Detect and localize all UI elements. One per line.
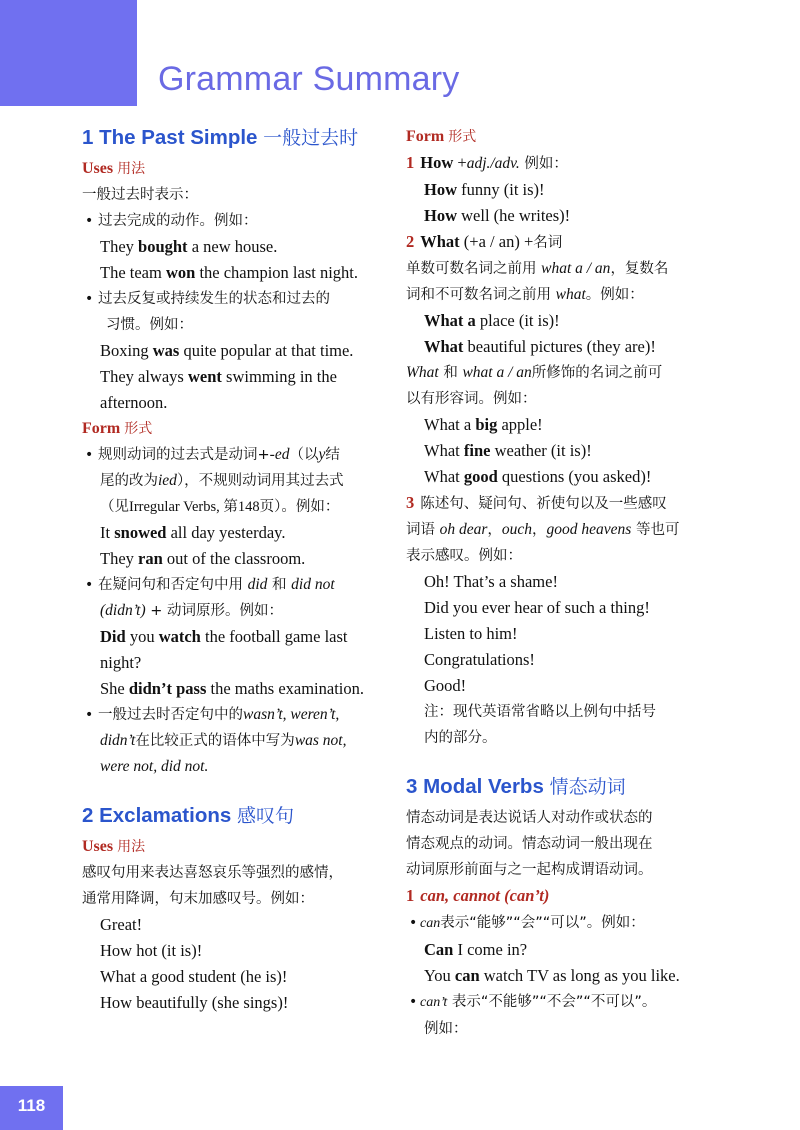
modal-item-can: 1 can, cannot (can’t) <box>406 886 550 905</box>
example-sentence <box>406 203 718 229</box>
bold-keyword: How <box>424 180 457 199</box>
sentence-text: I come in? <box>453 940 528 959</box>
bold-keyword: bought <box>138 237 188 256</box>
past-simple-intro: 一般过去时表示： <box>82 187 198 203</box>
bold-keyword: didn’t pass <box>128 679 207 698</box>
example-sentence: Did you ever hear of such a thing! <box>424 598 650 617</box>
sentence-text: watch TV as long as you like. <box>479 966 680 985</box>
exclamation-definition: 感叹句用来表达喜怒哀乐等强烈的感情， <box>82 865 343 881</box>
bullet-regular-verbs: • 规则动词的过去式是动词+-ed（以y结 <box>82 442 388 468</box>
sentence-text: It <box>100 523 115 542</box>
example-sentence: Great! <box>100 915 143 934</box>
sentence-text: weather (it is)! <box>490 441 592 460</box>
bold-keyword: big <box>475 415 498 434</box>
sentence-text: You <box>424 966 455 985</box>
bold-keyword: Did <box>100 627 126 646</box>
note-text: 注：现代英语常省略以上例句中括号 <box>424 704 656 720</box>
example-sentence <box>82 260 388 286</box>
example-sentence: How hot (it is)! <box>100 941 203 960</box>
sentence-text: They <box>100 237 139 256</box>
example-sentence <box>82 364 388 390</box>
sentence-text: you <box>125 627 159 646</box>
form-item-how: 1 How +adj./adv. 例如： <box>406 153 568 172</box>
adjective-note: 以有形容词。例如： <box>406 391 537 407</box>
example-sentence <box>82 520 388 546</box>
example-sentence: Good! <box>424 676 467 695</box>
example-sentence <box>406 464 718 490</box>
example-sentence <box>406 438 718 464</box>
example-sentence <box>406 334 718 360</box>
bold-keyword: good <box>463 467 498 486</box>
subheading-uses: Uses 用法 <box>82 838 146 855</box>
sentence-text: What <box>424 441 464 460</box>
sentence-text: What <box>424 467 464 486</box>
example-sentence <box>82 546 388 572</box>
bold-keyword: Can <box>424 940 454 959</box>
subheading-form: Form 形式 <box>82 420 153 437</box>
example-continuation: afternoon. <box>100 393 168 412</box>
bullet-continuation: （见Irregular Verbs, 第148页）。例如： <box>100 499 340 515</box>
modal-definition: 情态观点的动词。情态动词一般出现在 <box>406 836 653 852</box>
form-item-other: 3 陈述句、疑问句、祈使句以及一些感叹 <box>406 493 667 512</box>
example-sentence <box>406 308 718 334</box>
modal-definition: 情态动词是表达说话人对动作或状态的 <box>406 810 653 826</box>
sentence-text: They always <box>100 367 188 386</box>
sentence-text: She <box>100 679 129 698</box>
form-item-what: 2 What (+a / an) +名词 <box>406 232 563 251</box>
example-sentence <box>406 412 718 438</box>
example-sentence: What a good student (he is)! <box>100 967 288 986</box>
sentence-text: Boxing <box>100 341 153 360</box>
sentence-text: well (he writes)! <box>457 206 571 225</box>
bullet-completed-action: • 过去完成的动作。例如： <box>82 208 388 234</box>
example-sentence: Oh! That’s a shame! <box>424 572 558 591</box>
sentence-text: all day yesterday. <box>166 523 286 542</box>
example-sentence <box>82 234 388 260</box>
subheading-form: Form 形式 <box>406 128 477 145</box>
sentence-text: quite popular at that time. <box>179 341 354 360</box>
bullet-continuation: 习惯。例如： <box>106 317 193 333</box>
bold-keyword: What a <box>424 311 476 330</box>
left-column <box>82 124 388 1016</box>
exclamation-definition: 通常用降调，句末加感叹号。例如： <box>82 891 314 907</box>
sentence-text: questions (you asked)! <box>497 467 652 486</box>
subheading-uses: Uses 用法 <box>82 160 146 177</box>
sentence-text: They <box>100 549 139 568</box>
example-sentence <box>82 676 388 702</box>
sentence-text: funny (it is)! <box>457 180 545 199</box>
bullet-can-meaning: • can表示“能够”“会”“可以”。例如： <box>406 910 718 937</box>
bold-keyword: What <box>424 337 464 356</box>
example-sentence <box>406 177 718 203</box>
bold-keyword: watch <box>158 627 201 646</box>
bold-keyword: can <box>454 966 480 985</box>
bold-keyword: went <box>187 367 222 386</box>
section-heading-exclamations: 2 Exclamations 感叹句 <box>82 804 294 827</box>
sentence-text: apple! <box>497 415 543 434</box>
bold-keyword: ran <box>138 549 163 568</box>
sentence-text: The team <box>100 263 166 282</box>
interjection-text: 词语 oh dear，ouch，good heavens 等也可 <box>406 521 680 538</box>
note-text: 内的部分。 <box>424 730 497 746</box>
sentence-text: place (it is)! <box>475 311 560 330</box>
bold-keyword: was <box>152 341 180 360</box>
bullet-questions-negatives: • 在疑问句和否定句中用 did 和 did not <box>82 572 388 598</box>
sentence-text: out of the classroom. <box>162 549 306 568</box>
example-continuation: night? <box>100 653 142 672</box>
bold-keyword: fine <box>463 441 491 460</box>
bullet-formal-negatives: • 一般过去时否定句中的wasn’t, weren’t, <box>82 702 388 728</box>
example-sentence <box>82 338 388 364</box>
example-sentence <box>82 624 388 650</box>
section-heading-past-simple: 1 The Past Simple 一般过去时 <box>82 126 359 149</box>
sentence-text: swimming in the <box>221 367 337 386</box>
sentence-text: a new house. <box>187 237 278 256</box>
sentence-text: the champion last night. <box>195 263 358 282</box>
bold-keyword: won <box>165 263 196 282</box>
example-sentence: Listen to him! <box>424 624 518 643</box>
bullet-continuation: didn’t在比较正式的语体中写为was not, <box>100 732 347 749</box>
what-usage-text: 单数可数名词之前用 what a / an，复数名 <box>406 260 669 277</box>
section-heading-modal-verbs: 3 Modal Verbs 情态动词 <box>406 775 626 798</box>
interjection-text: 表示感叹。例如： <box>406 548 522 564</box>
example-sentence <box>406 937 718 963</box>
bold-keyword: snowed <box>114 523 167 542</box>
adjective-note: What 和 what a / an所修饰的名词之前可 <box>406 364 663 381</box>
corner-accent-block <box>0 0 137 106</box>
what-usage-text: 词和不可数名词之前用 what。例如： <box>406 286 644 303</box>
bullet-repeated-action: • 过去反复或持续发生的状态和过去的 <box>82 286 388 312</box>
page-title: Grammar Summary <box>158 60 460 98</box>
sentence-text: beautiful pictures (they are)! <box>463 337 656 356</box>
modal-definition: 动词原形前面与之一起构成谓语动词。 <box>406 862 653 878</box>
sentence-text: What a <box>424 415 476 434</box>
page-number: 118 <box>17 1096 46 1115</box>
bullet-cant-meaning: • can’t 表示“不能够”“不会”“不可以”。 <box>406 989 718 1016</box>
example-sentence: Congratulations! <box>424 650 535 669</box>
sentence-text: the football game last <box>200 627 348 646</box>
example-sentence <box>406 963 718 989</box>
sentence-text: the maths examination. <box>206 679 365 698</box>
bullet-continuation: were not, did not. <box>100 758 209 775</box>
bold-keyword: How <box>424 206 457 225</box>
right-column <box>406 124 718 1042</box>
bullet-continuation: (didn’t) + 动词原形。例如： <box>100 602 284 619</box>
bullet-continuation: 例如： <box>424 1021 468 1037</box>
example-sentence: How beautifully (she sings)! <box>100 993 289 1012</box>
bullet-continuation: 尾的改为ied），不规则动词用其过去式 <box>100 472 344 489</box>
